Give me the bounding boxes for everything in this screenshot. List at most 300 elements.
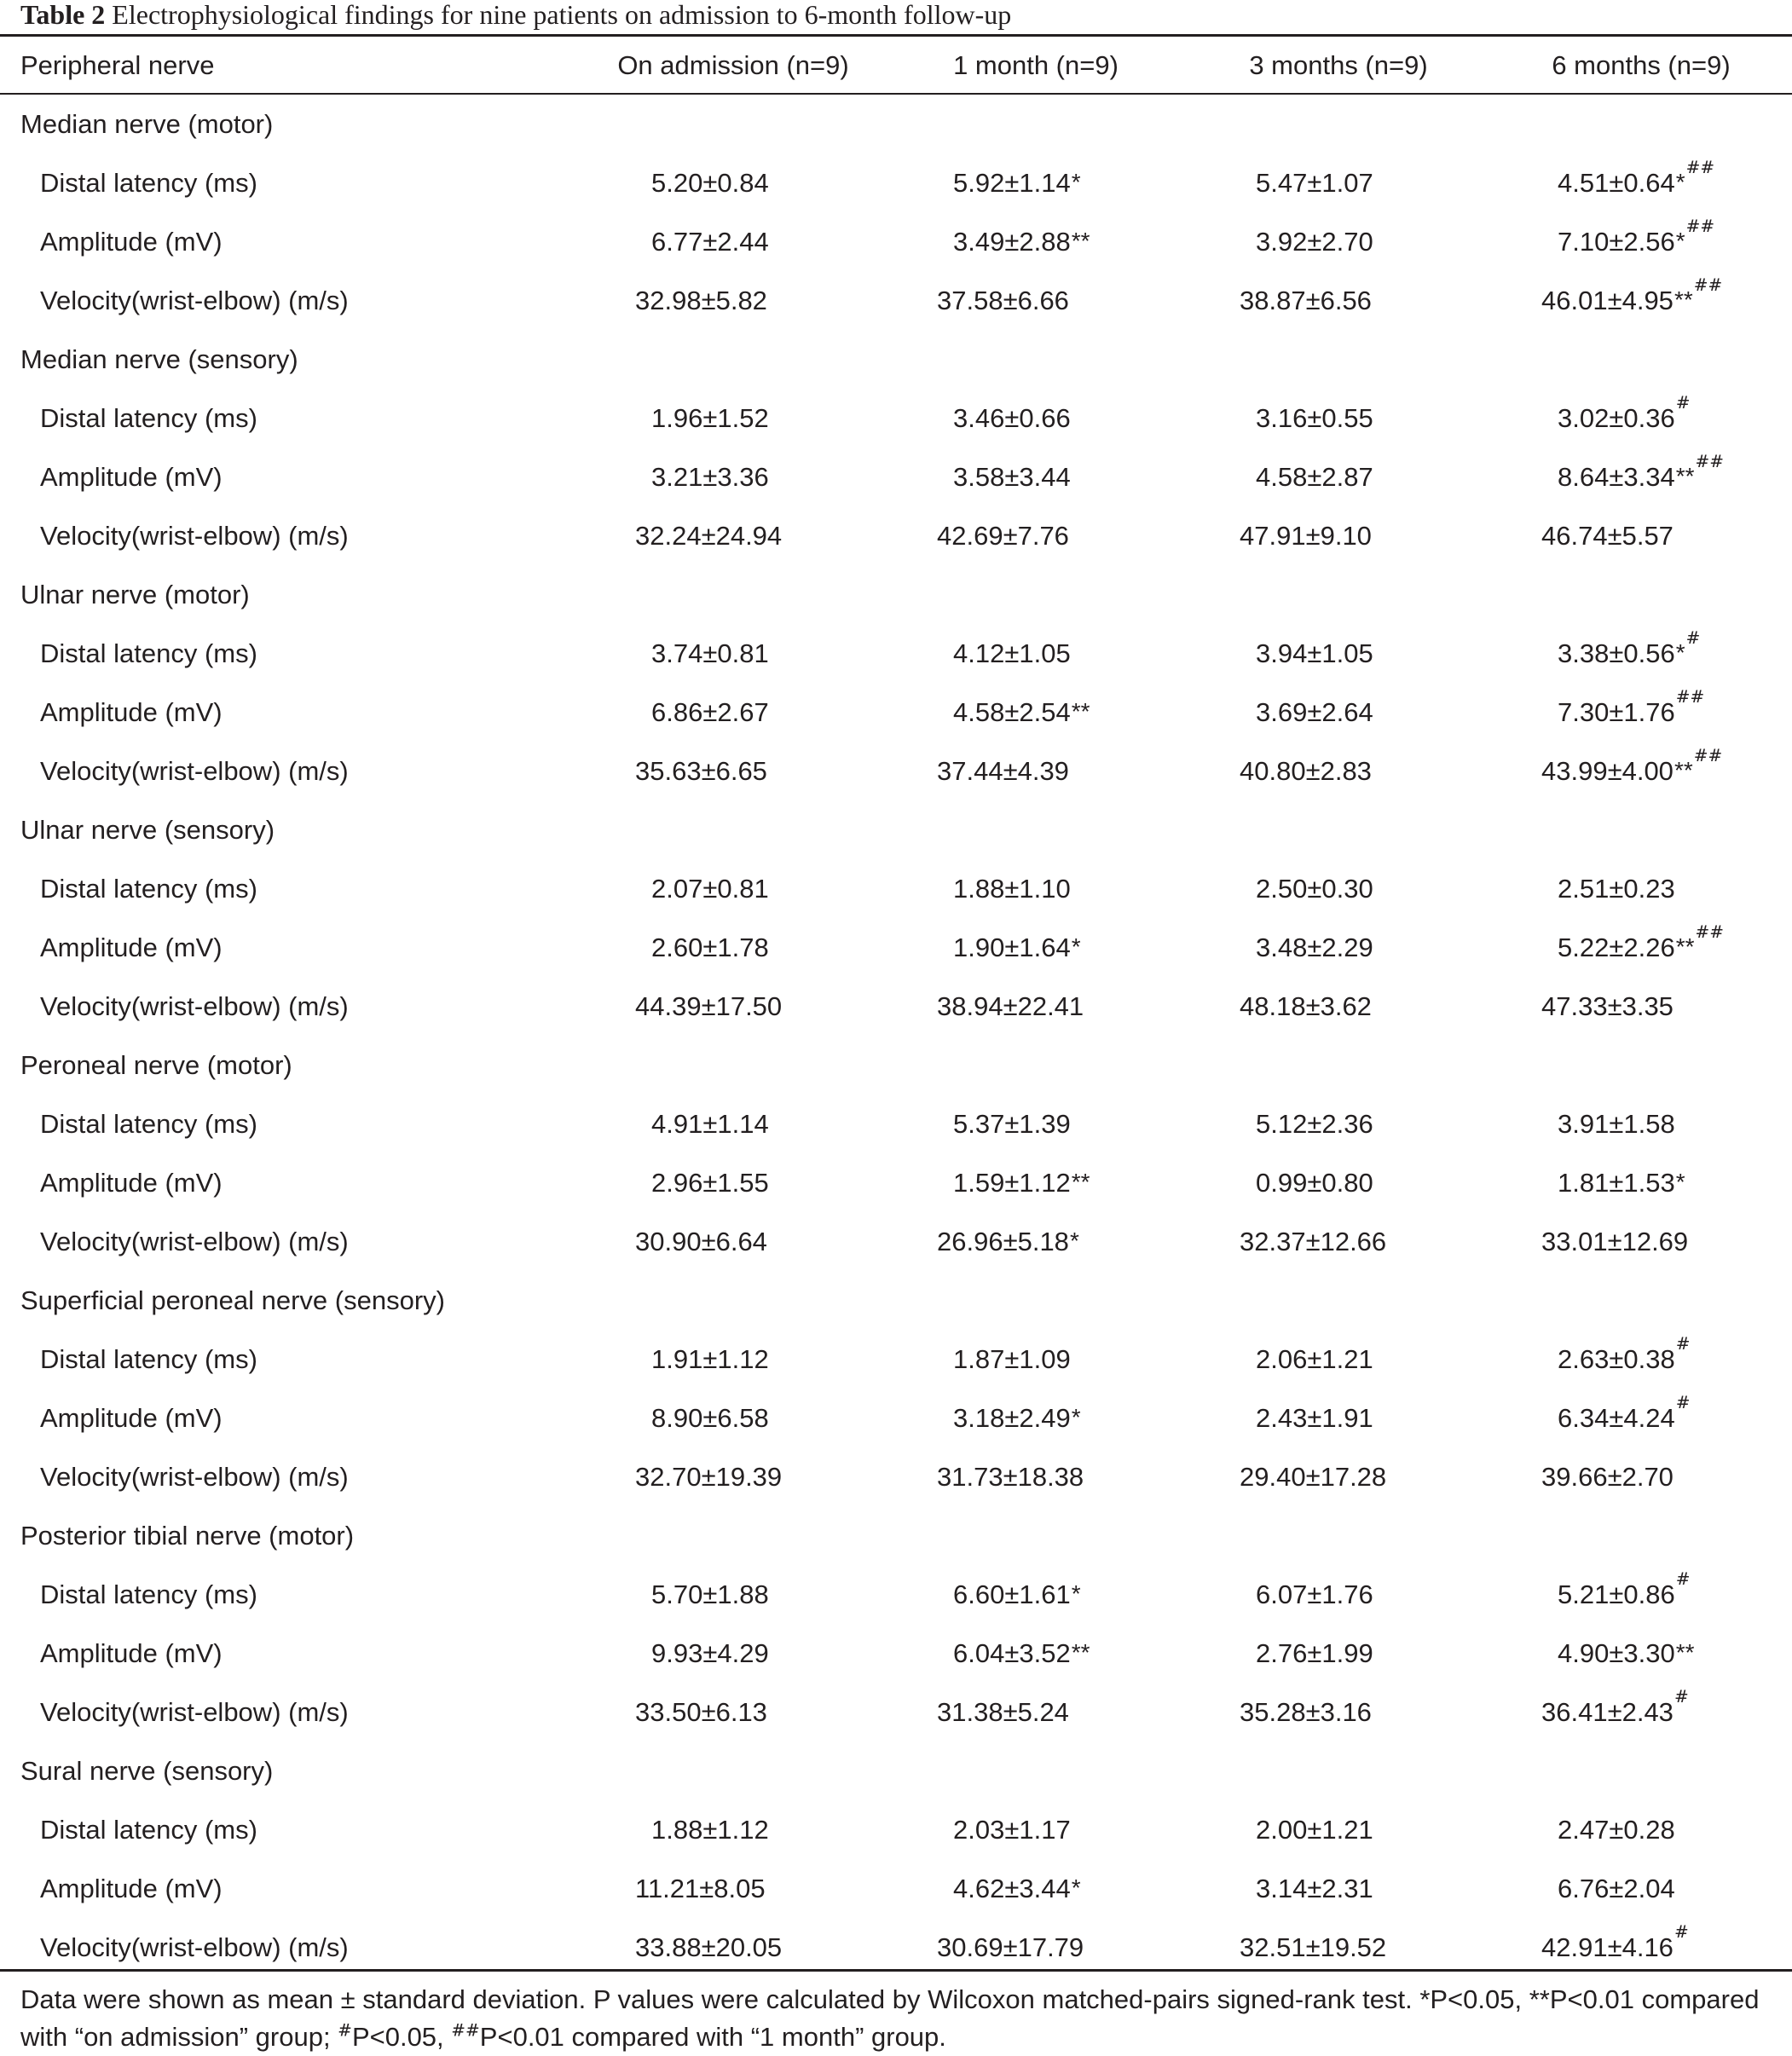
header-1-month: 1 month (n=9) [953,50,1119,80]
p-value-mark: ** [1675,463,1695,489]
value-cell [937,742,1069,800]
hash-mark: ## [1685,216,1715,236]
value-cell [635,742,767,800]
value-cell [1256,918,1373,977]
value-cell [651,624,769,683]
value-cell [1541,1212,1688,1271]
value-text: 1.90±1.64 [953,933,1071,962]
value-text: 2.51±0.23 [1558,874,1675,904]
footnote-text-3: P<0.01 compared with “1 month” group. [479,2022,946,2052]
value-cell [1558,389,1690,448]
hash-mark: # [1675,392,1691,413]
value-text: 38.87±6.56 [1240,286,1372,315]
caption-label: Table 2 [20,0,106,30]
value-cell [937,1447,1084,1506]
value-cell [635,271,767,330]
parameter-label: Velocity(wrist-elbow) (m/s) [40,991,349,1021]
value-text: 3.92±2.70 [1256,227,1373,257]
table-row [0,742,1792,800]
value-text: 9.93±4.29 [651,1638,769,1668]
parameter-label: Velocity(wrist-elbow) (m/s) [40,521,349,551]
value-cell [937,1683,1069,1741]
value-text: 46.74±5.57 [1541,521,1673,551]
table-row [0,1683,1792,1741]
value-cell [953,918,1081,977]
value-cell [651,918,769,977]
nerve-name: Ulnar nerve (sensory) [20,815,275,845]
parameter-label: Velocity(wrist-elbow) (m/s) [40,1932,349,1962]
value-cell [1256,1859,1373,1918]
table-row [0,1212,1792,1271]
value-cell [635,1918,782,1977]
value-cell [937,977,1084,1036]
value-text: 5.92±1.14 [953,168,1071,198]
table-row [0,859,1792,918]
value-text: 31.38±5.24 [937,1697,1069,1727]
hash-mark: ## [1695,921,1724,942]
table-header-row [0,36,1792,95]
table-row [0,1918,1792,1977]
value-text: 6.77±2.44 [651,227,769,257]
parameter-label: Distal latency (ms) [40,1815,257,1845]
table-caption [20,0,1011,34]
p-value-mark: ** [1673,286,1693,313]
p-value-mark: * [1071,1580,1081,1607]
value-text: 7.10±2.56 [1558,227,1675,257]
value-text: 7.30±1.76 [1558,697,1675,727]
value-cell [635,506,782,565]
value-text: 11.21±8.05 [635,1874,766,1903]
parameter-label: Amplitude (mV) [40,1874,223,1903]
value-cell [1256,1565,1373,1624]
value-text: 4.62±3.44 [953,1874,1071,1903]
value-cell [1541,506,1673,565]
value-text: 2.96±1.55 [651,1168,769,1198]
value-text: 6.07±1.76 [1256,1580,1373,1609]
value-cell [953,624,1071,683]
value-text: 5.47±1.07 [1256,168,1373,198]
nerve-name: Posterior tibial nerve (motor) [20,1521,355,1551]
hash-mark: # [1675,1333,1691,1354]
parameter-label: Amplitude (mV) [40,1403,223,1433]
value-text: 3.58±3.44 [953,462,1071,492]
value-text: 4.91±1.14 [651,1109,769,1139]
p-value-mark: * [1675,1169,1685,1195]
value-text: 2.07±0.81 [651,874,769,904]
value-cell [1240,271,1372,330]
value-cell [1558,1800,1675,1859]
value-text: 4.58±2.87 [1256,462,1373,492]
p-value-mark: * [1071,933,1081,960]
parameter-label: Distal latency (ms) [40,874,257,904]
nerve-group-row [0,330,1792,389]
table-row [0,271,1792,330]
table-row [0,1800,1792,1859]
value-text: 2.06±1.21 [1256,1344,1373,1374]
nerve-name: Sural nerve (sensory) [20,1756,274,1786]
value-cell [1558,1565,1690,1624]
value-cell [651,1094,769,1153]
value-cell [1240,1447,1386,1506]
footnote-double-hash-mark: ## [451,2019,480,2041]
value-cell [953,683,1090,742]
p-value-mark: * [1071,1874,1081,1901]
p-value-mark: * [1675,639,1685,666]
value-cell [1558,1094,1675,1153]
value-cell [1240,742,1372,800]
value-text: 5.20±0.84 [651,168,769,198]
value-cell [635,977,782,1036]
value-text: 1.81±1.53 [1558,1168,1675,1198]
p-value-mark: ** [1675,1639,1695,1666]
parameter-label: Amplitude (mV) [40,1168,223,1198]
value-text: 1.96±1.52 [651,403,769,433]
parameter-label: Amplitude (mV) [40,227,223,257]
value-cell [953,1565,1081,1624]
value-text: 2.47±0.28 [1558,1815,1675,1845]
value-text: 3.49±2.88 [953,227,1071,257]
table-row [0,1447,1792,1506]
p-value-mark: * [1675,169,1685,195]
value-cell [1256,1153,1373,1212]
value-cell [1256,1800,1373,1859]
nerve-name: Superficial peroneal nerve (sensory) [20,1285,445,1315]
value-text: 2.76±1.99 [1256,1638,1373,1668]
value-cell [953,1153,1090,1212]
caption-title: Electrophysiological findings for nine patients on admission to 6-month follow-up [112,0,1012,30]
parameter-label: Amplitude (mV) [40,1638,223,1668]
value-text: 3.69±2.64 [1256,697,1373,727]
table-row [0,389,1792,448]
value-cell [1240,1683,1372,1741]
value-cell [651,1330,769,1389]
value-text: 32.98±5.82 [635,286,767,315]
bottom-rule [0,1969,1792,1972]
value-text: 3.02±0.36 [1558,403,1675,433]
value-text: 35.28±3.16 [1240,1697,1372,1727]
table-row [0,1330,1792,1389]
p-value-mark: ** [1071,1169,1090,1195]
value-cell [1240,1918,1386,1977]
header-3-months: 3 months (n=9) [1249,50,1428,80]
hash-mark: # [1673,1921,1689,1942]
value-text: 1.88±1.12 [651,1815,769,1845]
value-text: 32.51±19.52 [1240,1932,1387,1962]
value-cell [1541,1447,1673,1506]
value-cell [953,1330,1071,1389]
value-cell [651,1800,769,1859]
hash-mark: ## [1695,451,1724,471]
parameter-label: Velocity(wrist-elbow) (m/s) [40,286,349,315]
table-row [0,1565,1792,1624]
value-text: 33.01±12.69 [1541,1227,1689,1256]
value-text: 5.22±2.26 [1558,933,1675,962]
value-text: 5.37±1.39 [953,1109,1071,1139]
nerve-group-row [0,800,1792,859]
value-cell [1558,212,1714,271]
value-cell [651,1565,769,1624]
p-value-mark: * [1069,1227,1079,1254]
value-cell [1256,153,1373,212]
hash-mark: # [1673,1686,1689,1707]
parameter-label: Velocity(wrist-elbow) (m/s) [40,1462,349,1492]
value-cell [1240,1212,1386,1271]
value-cell [651,448,769,506]
value-cell [1256,1389,1373,1447]
hash-mark: # [1675,1392,1691,1412]
header-on-admission: On admission (n=9) [617,50,849,80]
value-text: 37.58±6.66 [937,286,1069,315]
footnote-text-1: Data were shown as mean ± standard deviation. P values were calculated by Wilcoxon matched-pairs signed-rank test. *P<0.05, **P<0.01 compared with “on admission” group; [20,1984,1760,2052]
value-text: 6.60±1.61 [953,1580,1071,1609]
value-text: 33.50±6.13 [635,1697,767,1727]
hash-mark: # [1675,1568,1691,1589]
value-cell [651,1389,769,1447]
table-row [0,1624,1792,1683]
value-cell [1541,1683,1689,1741]
value-text: 2.43±1.91 [1256,1403,1373,1433]
value-text: 6.04±3.52 [953,1638,1071,1668]
parameter-label: Distal latency (ms) [40,1580,257,1609]
value-text: 3.16±0.55 [1256,403,1373,433]
value-cell [1256,859,1373,918]
value-text: 6.86±2.67 [651,697,769,727]
value-text: 3.48±2.29 [1256,933,1373,962]
value-cell [953,448,1071,506]
value-text: 46.01±4.95 [1541,286,1673,315]
value-cell [1240,977,1372,1036]
value-cell [635,1859,766,1918]
value-text: 48.18±3.62 [1240,991,1372,1021]
table-row [0,212,1792,271]
value-cell [937,271,1069,330]
value-text: 3.74±0.81 [651,638,769,668]
table-row [0,1094,1792,1153]
value-text: 35.63±6.65 [635,756,767,786]
value-cell [1558,153,1714,212]
value-cell [1558,1153,1685,1212]
value-text: 39.66±2.70 [1541,1462,1673,1492]
value-text: 47.91±9.10 [1240,521,1372,551]
value-text: 29.40±17.28 [1240,1462,1387,1492]
header-peripheral-nerve: Peripheral nerve [20,50,215,80]
table-row [0,153,1792,212]
hash-mark: ## [1693,745,1723,765]
value-cell [953,212,1090,271]
parameter-label: Distal latency (ms) [40,1344,257,1374]
value-cell [1256,1330,1373,1389]
value-cell [651,389,769,448]
value-cell [953,389,1071,448]
p-value-mark: ** [1675,933,1695,960]
value-cell [1541,742,1722,800]
table-row [0,506,1792,565]
value-text: 5.21±0.86 [1558,1580,1675,1609]
value-cell [1256,624,1373,683]
value-cell [937,1918,1084,1977]
value-text: 4.58±2.54 [953,697,1071,727]
value-cell [1541,271,1722,330]
value-text: 32.37±12.66 [1240,1227,1387,1256]
parameter-label: Distal latency (ms) [40,168,257,198]
value-cell [651,859,769,918]
value-text: 42.69±7.76 [937,521,1069,551]
table-footnote [20,1981,1785,2056]
value-cell [651,683,769,742]
value-cell [953,1389,1081,1447]
value-cell [1558,1859,1675,1918]
value-text: 32.70±19.39 [635,1462,783,1492]
value-text: 3.91±1.58 [1558,1109,1675,1139]
value-text: 3.14±2.31 [1256,1874,1373,1903]
hash-mark: ## [1693,274,1723,295]
p-value-mark: * [1071,1404,1081,1430]
nerve-group-row [0,565,1792,624]
value-cell [1240,506,1372,565]
value-text: 40.80±2.83 [1240,756,1372,786]
table-row [0,448,1792,506]
table-row [0,683,1792,742]
footnote-text-2: P<0.05, [351,2022,452,2052]
parameter-label: Velocity(wrist-elbow) (m/s) [40,1697,349,1727]
parameter-label: Velocity(wrist-elbow) (m/s) [40,1227,349,1256]
value-text: 37.44±4.39 [937,756,1069,786]
parameter-label: Amplitude (mV) [40,462,223,492]
value-cell [1256,389,1373,448]
value-cell [1541,977,1673,1036]
value-text: 30.69±17.79 [937,1932,1084,1962]
p-value-mark: ** [1071,228,1090,254]
table-row [0,918,1792,977]
hash-mark: ## [1675,686,1705,707]
table-row [0,977,1792,1036]
value-text: 47.33±3.35 [1541,991,1673,1021]
value-text: 1.87±1.09 [953,1344,1071,1374]
value-text: 0.99±0.80 [1256,1168,1373,1198]
value-cell [1256,1094,1373,1153]
value-cell [953,153,1081,212]
value-text: 2.03±1.17 [953,1815,1071,1845]
value-text: 38.94±22.41 [937,991,1084,1021]
value-text: 1.59±1.12 [953,1168,1071,1198]
value-cell [1558,448,1724,506]
value-text: 2.00±1.21 [1256,1815,1373,1845]
table-row [0,1153,1792,1212]
value-cell [1558,918,1724,977]
parameter-label: Distal latency (ms) [40,1109,257,1139]
value-cell [1256,448,1373,506]
parameter-label: Distal latency (ms) [40,638,257,668]
p-value-mark: * [1071,169,1081,195]
value-cell [1558,624,1700,683]
value-cell [1558,1330,1690,1389]
value-cell [651,212,769,271]
value-cell [953,1859,1081,1918]
value-text: 31.73±18.38 [937,1462,1084,1492]
value-text: 2.50±0.30 [1256,874,1373,904]
nerve-group-row [0,1506,1792,1565]
value-cell [635,1447,782,1506]
hash-mark: ## [1685,157,1715,177]
value-text: 36.41±2.43 [1541,1697,1673,1727]
value-text: 4.51±0.64 [1558,168,1675,198]
value-text: 2.63±0.38 [1558,1344,1675,1374]
value-text: 3.18±2.49 [953,1403,1071,1433]
value-cell [651,153,769,212]
value-cell [1256,683,1373,742]
nerve-group-row [0,1036,1792,1094]
value-text: 5.12±2.36 [1256,1109,1373,1139]
table-row [0,1859,1792,1918]
value-text: 1.91±1.12 [651,1344,769,1374]
value-text: 6.34±4.24 [1558,1403,1675,1433]
nerve-name: Median nerve (sensory) [20,344,298,374]
value-cell [953,1800,1071,1859]
value-cell [1558,1389,1690,1447]
value-cell [635,1212,767,1271]
value-text: 3.21±3.36 [651,462,769,492]
p-value-mark: ** [1673,757,1693,783]
parameter-label: Distal latency (ms) [40,403,257,433]
value-cell [953,1624,1090,1683]
nerve-name: Median nerve (motor) [20,109,274,139]
value-text: 43.99±4.00 [1541,756,1673,786]
p-value-mark: ** [1071,1639,1090,1666]
value-text: 4.12±1.05 [953,638,1071,668]
table-row [0,1389,1792,1447]
parameter-label: Velocity(wrist-elbow) (m/s) [40,756,349,786]
hash-mark: # [1685,627,1701,648]
value-text: 26.96±5.18 [937,1227,1069,1256]
nerve-group-row [0,95,1792,153]
value-cell [635,1683,767,1741]
value-text: 30.90±6.64 [635,1227,767,1256]
value-cell [953,859,1071,918]
parameter-label: Amplitude (mV) [40,933,223,962]
value-text: 5.70±1.88 [651,1580,769,1609]
value-cell [651,1153,769,1212]
value-cell [937,506,1069,565]
value-cell [1541,1918,1689,1977]
value-text: 44.39±17.50 [635,991,783,1021]
p-value-mark: * [1675,228,1685,254]
parameter-label: Amplitude (mV) [40,697,223,727]
value-text: 4.90±3.30 [1558,1638,1675,1668]
nerve-name: Ulnar nerve (motor) [20,580,250,609]
value-text: 3.46±0.66 [953,403,1071,433]
value-cell [1256,1624,1373,1683]
value-text: 6.76±2.04 [1558,1874,1675,1903]
value-cell [1558,1624,1694,1683]
value-text: 3.38±0.56 [1558,638,1675,668]
table-row [0,624,1792,683]
value-cell [1558,683,1704,742]
value-cell [953,1094,1071,1153]
nerve-name: Peroneal nerve (motor) [20,1050,292,1080]
value-cell [1256,212,1373,271]
nerve-group-row [0,1741,1792,1800]
value-text: 8.90±6.58 [651,1403,769,1433]
value-text: 1.88±1.10 [953,874,1071,904]
p-value-mark: ** [1071,698,1090,725]
value-text: 8.64±3.34 [1558,462,1675,492]
value-cell [1558,859,1675,918]
value-text: 2.60±1.78 [651,933,769,962]
value-text: 32.24±24.94 [635,521,783,551]
footnote-hash-mark: # [338,2019,352,2041]
nerve-group-row [0,1271,1792,1330]
value-cell [651,1624,769,1683]
